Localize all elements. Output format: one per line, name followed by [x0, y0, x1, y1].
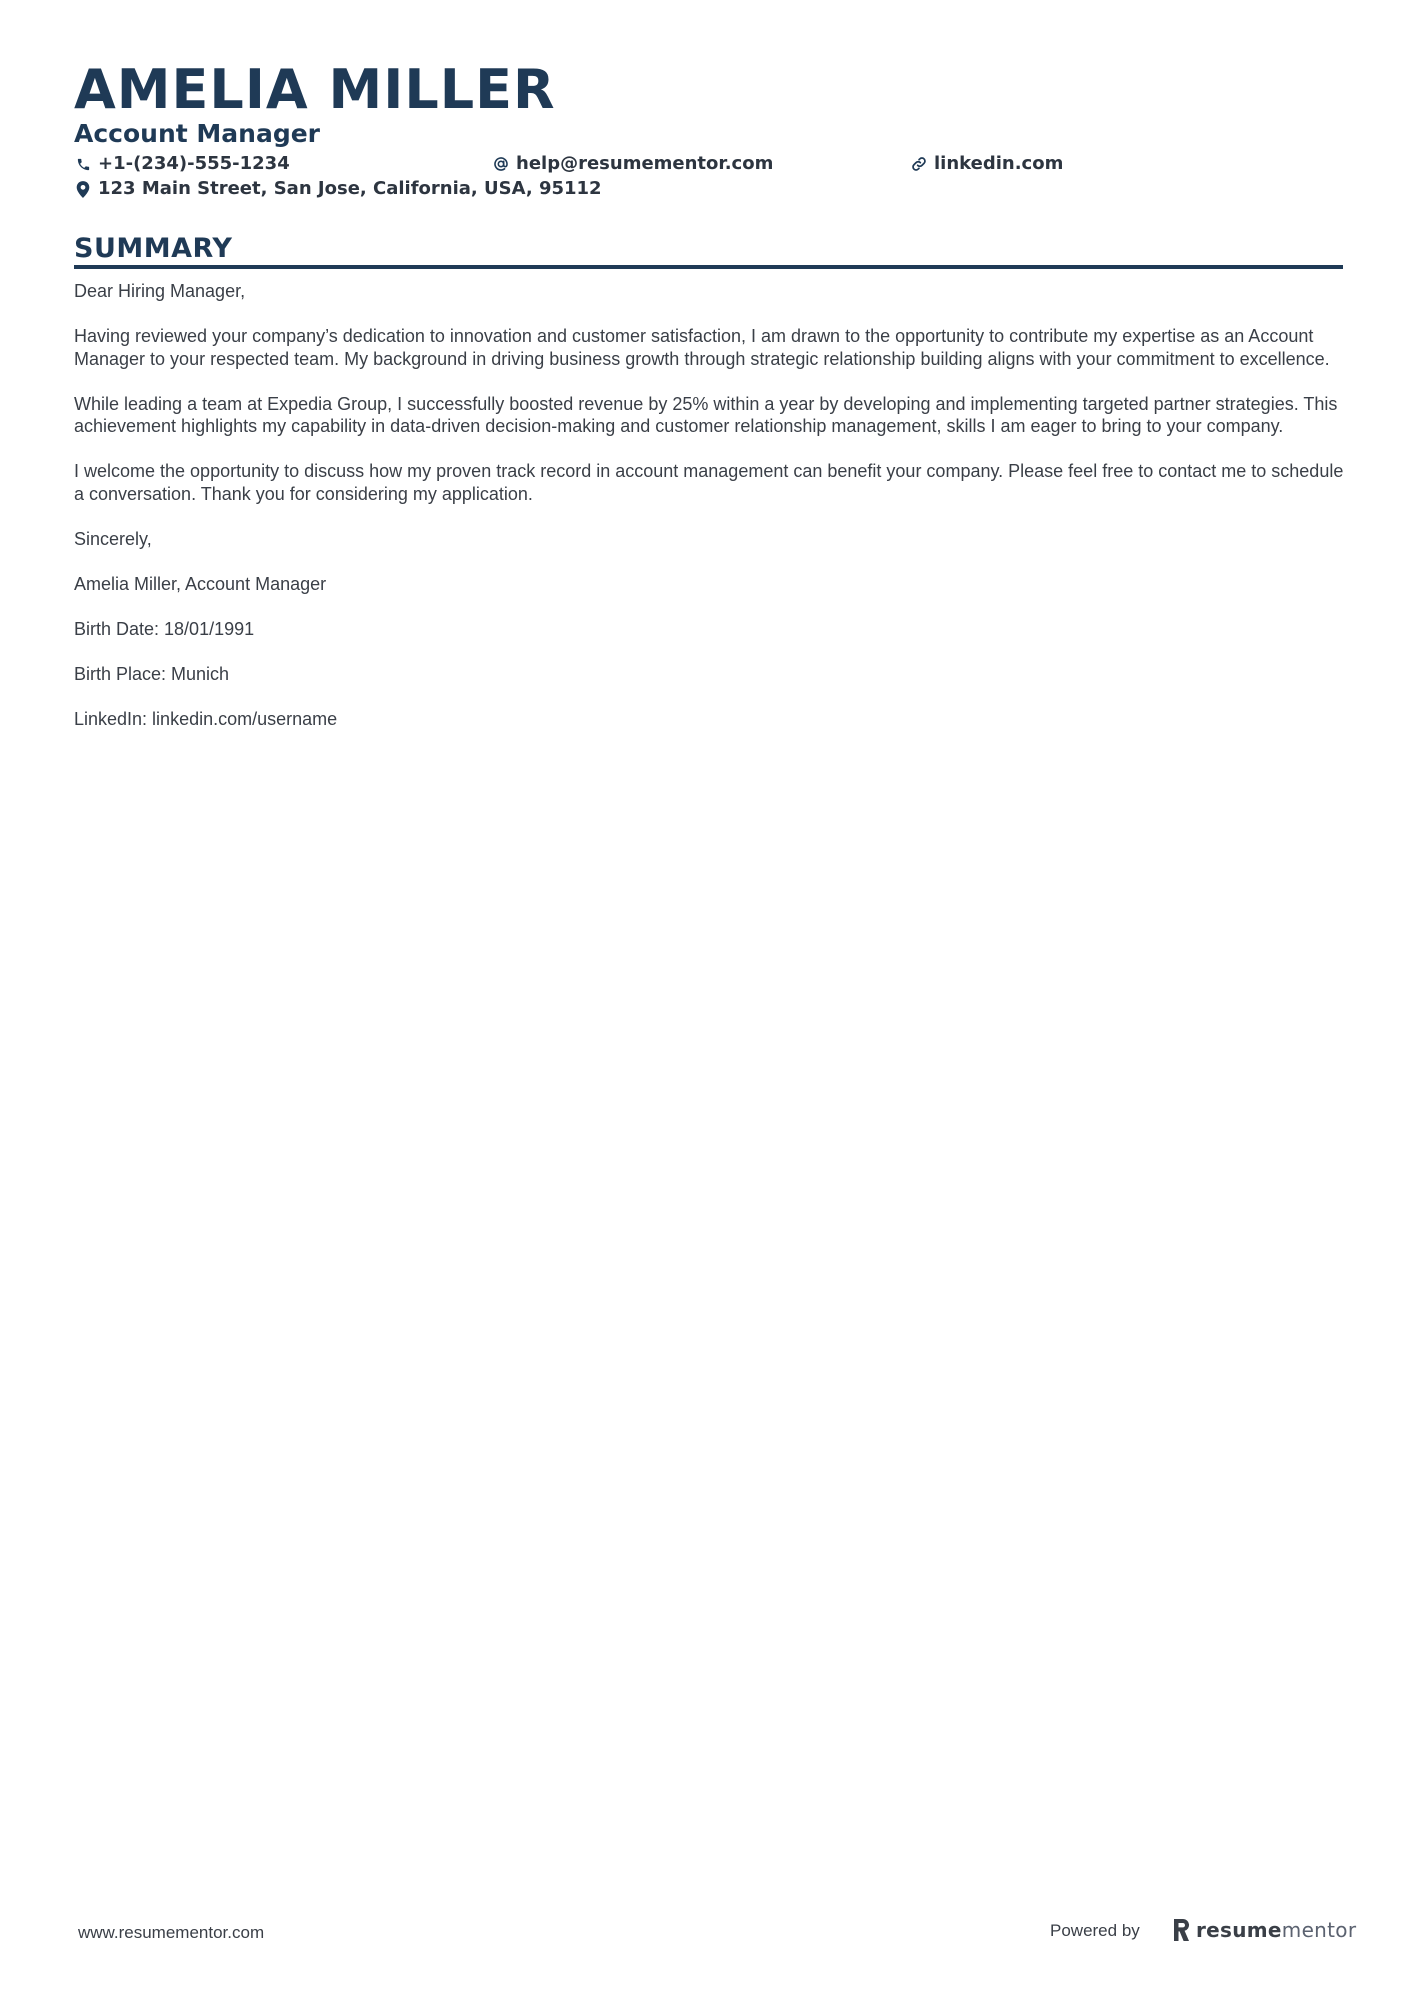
- section-divider: [74, 265, 1343, 269]
- at-sign-icon: [492, 155, 510, 173]
- closing: Sincerely,: [74, 528, 152, 549]
- candidate-name: AMELIA MILLER: [74, 58, 556, 121]
- powered-by-label: Powered by: [1050, 1921, 1140, 1940]
- contact-phone: [74, 152, 290, 176]
- email-text[interactable]: help@resumementor.com: [516, 153, 774, 174]
- phone-icon: [74, 155, 92, 173]
- footer-website-link[interactable]: www.resumementor.com: [78, 1923, 265, 1942]
- phone-text: +1-(234)-555-1234: [98, 153, 290, 174]
- contact-email[interactable]: [492, 152, 773, 176]
- linkedin-line: LinkedIn: linkedin.com/username: [74, 708, 338, 729]
- brand-name-light: mentor: [1281, 1918, 1357, 1942]
- resumementor-logo-icon: [1172, 1919, 1190, 1941]
- contact-link[interactable]: [910, 152, 1063, 176]
- brand-logo[interactable]: [1172, 1916, 1356, 1944]
- brand-name: [1196, 1918, 1356, 1942]
- letter-paragraph: I welcome the opportunity to discuss how my proven track record in account management can benefit your company. Please feel free to contact me to schedule a conversation. Thank you for considering my application.: [74, 461, 1344, 504]
- location-pin-icon: [74, 180, 92, 198]
- brand-name-bold: resume: [1196, 1918, 1282, 1942]
- letter-paragraph: Having reviewed your company’s dedication to innovation and customer satisfaction, I am drawn to the opportunity to contribute my expertise as an Account Manager to your respected team. My background in driving business growth through strategic relationship building aligns with your commitment to excellence.: [74, 326, 1330, 369]
- contact-address: [74, 177, 602, 201]
- letter-paragraph: While leading a team at Expedia Group, I successfully boosted revenue by 25% within a year by developing and implementing targeted partner strategies. This achievement highlights my capability in data-driven decision-making and customer relationship management, skills I am eager to bring to your company.: [74, 393, 1338, 436]
- link-icon: [910, 155, 928, 173]
- section-title: SUMMARY: [74, 233, 233, 264]
- birth-date: Birth Date: 18/01/1991: [74, 618, 255, 639]
- link-text[interactable]: linkedin.com: [934, 153, 1064, 174]
- signature: Amelia Miller, Account Manager: [74, 573, 327, 594]
- birth-place: Birth Place: Munich: [74, 663, 230, 684]
- greeting: Dear Hiring Manager,: [74, 281, 246, 301]
- cover-letter-body: [74, 280, 1344, 753]
- job-title: Account Manager: [74, 119, 321, 148]
- address-text: 123 Main Street, San Jose, California, USA, 95112: [98, 178, 602, 199]
